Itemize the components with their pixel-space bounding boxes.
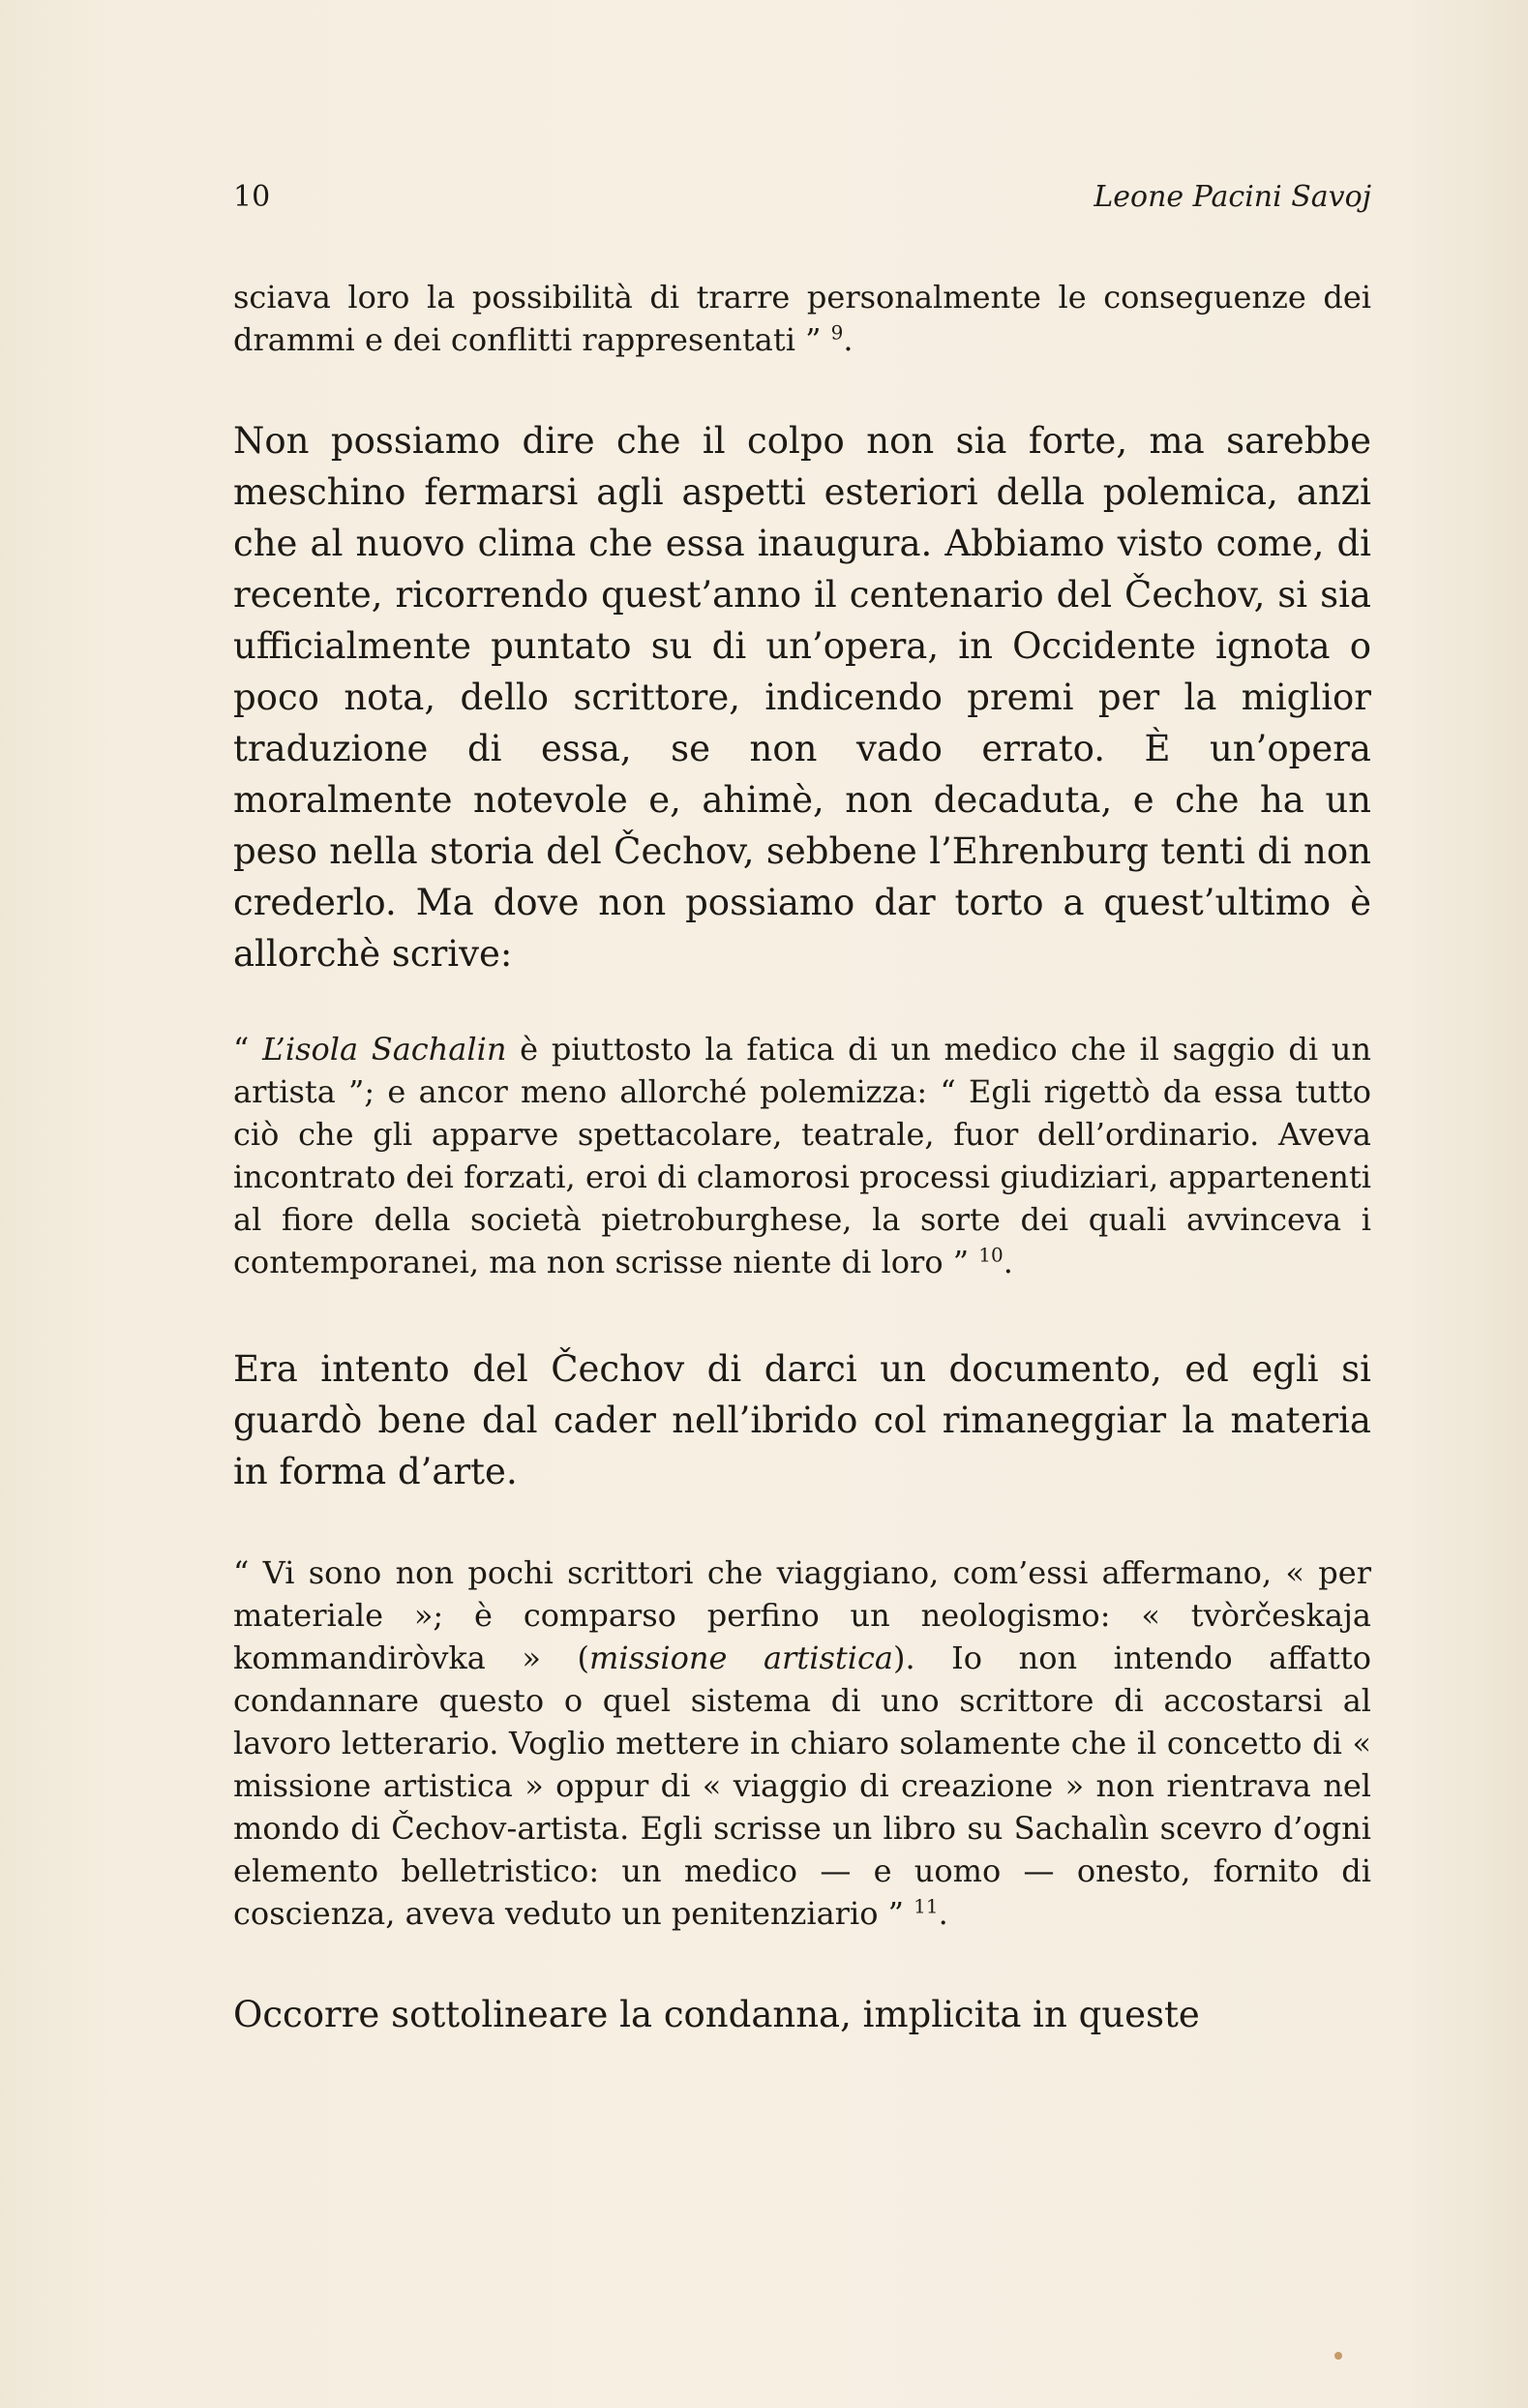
quote-continuation-text: sciava loro la possibilità di trarre personalmente le conseguenze dei drammi e dei conflitti rappresentati ” — [233, 279, 1371, 358]
footnote-ref-10: 10 — [978, 1243, 1004, 1267]
book-title-sachalin: L’isola Sachalin — [262, 1031, 507, 1068]
running-head: Leone Pacini Savoj — [1094, 180, 1371, 214]
quote-ehrenburg-tail: . — [1003, 1244, 1013, 1280]
quote-writers — [233, 1551, 1371, 1935]
page-number: 10 — [233, 180, 271, 214]
quote-writers-tail: . — [938, 1895, 948, 1932]
quote-continuation — [233, 276, 1371, 361]
quote-continuation-tail: . — [843, 321, 854, 358]
paragraph-condemnation: Occorre sottolineare la condanna, implicita in queste — [233, 1994, 1200, 2035]
missione-artistica: missione artistica — [588, 1640, 893, 1676]
footnote-ref-9: 9 — [830, 320, 844, 345]
quote-ehrenburg-text: è piuttosto la fatica di un medico che il saggio di un artista ”; e ancor meno allorché polemizza: “ Egli rigettò da essa tutto ciò che gli apparve spettacolare, teatrale, fuor dell’ordinario. Aveva incontrato dei forzati, eroi di clamorosi processi giudiziari, appartenenti al fiore della società pietroburghese, la sorte dei quali avvinceva i contemporanei, ma non scrisse niente di loro ” — [233, 1031, 1372, 1280]
page-header — [233, 178, 1371, 217]
quote-writers-lead: “ Vi sono non pochi scrittori che viaggiano, com’essi affermano, « per materiale »; è comparso perfino un neologismo: « tvòrčeskaja kommandiròvka » ( — [233, 1554, 1371, 1676]
page-body — [233, 276, 1371, 2040]
footnote-ref-11: 11 — [914, 1894, 939, 1918]
paragraph-polemic: Non possiamo dire che il colpo non sia forte, ma sarebbe meschino fermarsi agli aspetti esteriori della polemica, anzi che al nuovo clima che essa inaugura. Abbiamo visto come, di recente, ricorrendo quest’anno il centenario del Čechov, si sia ufficialmente puntato su di un’opera, in Occidente ignota o poco nota, dello scrittore, indicendo premi per la miglior traduzione di essa, se non vado errato. È un’opera moralmente notevole e, ahimè, non decaduta, e che ha un peso nella storia del Čechov, sebbene l’Ehrenburg tenti di non crederlo. Ma dove non possiamo dar torto a quest’ultimo è allorchè scrive: — [233, 420, 1371, 975]
quote-writers-text: ). Io non intendo affatto condannare questo o quel sistema di uno scrittore di accostarsi al lavoro letterario. Voglio mettere in chiaro solamente che il concetto di « missione artistica » oppur di « viaggio di creazione » non rientrava nel mondo di Čechov-artista. Egli scrisse un libro su Sachalìn scevro d’ogni elemento belletristico: un medico — e uomo — onesto, fornito di coscienza, aveva veduto un penitenziario ” — [233, 1640, 1372, 1932]
quote-open: “ — [233, 1031, 263, 1068]
paragraph-document: Era intento del Čechov di darci un documento, ed egli si guardò bene dal cader nell’ibrido col rimaneggiar la materia in forma d’arte. — [233, 1348, 1371, 1492]
paper-speck — [1334, 2352, 1342, 2360]
quote-ehrenburg — [233, 1028, 1371, 1283]
